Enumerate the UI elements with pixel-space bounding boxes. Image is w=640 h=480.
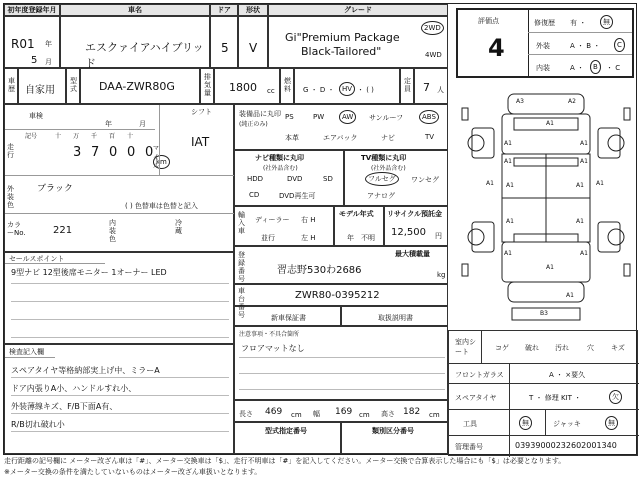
displacement-value: 1800: [229, 81, 257, 94]
shift-label: シフト: [191, 108, 212, 116]
front-glass-value: A ・ ×要久: [549, 371, 586, 379]
shape-value: V: [249, 41, 258, 55]
fuel-label-cell: [280, 68, 294, 104]
manual-block: [341, 306, 448, 326]
length-unit: cm: [291, 411, 302, 419]
shape-cell: [238, 16, 268, 68]
drive-4wd: 4WD: [425, 51, 442, 59]
left-middle-block: 車検 年 月 走行 記号 十 万 千 百 十 マイル 3 7 0 0 0 km シフト IAT 外装色 ブラック ( ) 色替車は色替と記入 カラーNo. 221 内装色 冷蔵: [4, 104, 234, 252]
damage-mark: A1: [506, 182, 514, 189]
note-line-3: 外装薄線キズ、F/B下面A有、: [11, 402, 118, 411]
seat-burn: コゲ: [495, 344, 509, 352]
sale-points-value: 9型ナビ 12型後席モニター 1オーナー LED: [11, 268, 167, 277]
inspection-label: 車検: [29, 112, 43, 120]
navi-sd: SD: [323, 175, 333, 183]
seat-hole: 穴: [587, 344, 594, 352]
recycle-mark-label: 冷蔵: [175, 219, 182, 235]
navi-sub: (社外品含む): [263, 165, 298, 172]
max-load-unit: kg: [437, 271, 446, 279]
damage-mark: A1: [576, 218, 584, 225]
sale-points-label: セールスポイント: [9, 255, 65, 263]
class-block: [341, 422, 448, 454]
navi-hdd: HDD: [247, 175, 264, 183]
displacement-label-cell: [200, 68, 214, 104]
spare-tire-options: T ・ 修理 KIT ・: [529, 394, 582, 402]
import-left: 左 H: [301, 234, 316, 242]
interior-selected-circled: B: [590, 60, 601, 74]
width-unit: cm: [359, 411, 370, 419]
score-value: 4: [488, 34, 505, 62]
repair-label: 修復歴: [534, 19, 555, 27]
reg-year-label: 初年度登録年月: [4, 4, 60, 16]
fuel-options: G ・ D ・: [303, 86, 335, 94]
model-year-block: [334, 206, 384, 246]
recycle-block: [384, 206, 448, 246]
exterior-options: A ・ B ・: [570, 42, 601, 50]
damage-mark: A1: [596, 180, 604, 187]
month-unit: 月: [45, 58, 52, 66]
dimensions-block: [234, 400, 448, 422]
model-cell: [60, 16, 210, 68]
shift-value: IAT: [191, 135, 210, 149]
exterior-selected-circled: C: [614, 38, 625, 52]
model-code-label-cell: [66, 68, 80, 104]
length-label: 長さ: [239, 410, 253, 418]
inspection-year-unit: 年: [105, 120, 112, 128]
navi-cd: CD: [249, 191, 260, 199]
color-note: ( ) 色替車は色替と記入: [125, 202, 198, 210]
equip-aw-circled: AW: [339, 110, 356, 124]
height-label: 高さ: [381, 410, 395, 418]
color-no-value: 221: [53, 225, 73, 236]
footer-notes: [4, 456, 636, 478]
recycle-label: リサイクル預託金: [387, 210, 443, 218]
score-block: [456, 8, 634, 78]
width-label: 幅: [313, 410, 320, 418]
navi-dvd: DVD: [287, 175, 303, 183]
chassis-label: 車台番号: [238, 287, 245, 319]
capacity-value: 7: [423, 81, 430, 94]
model-spec-label: 型式指定番号: [265, 427, 307, 435]
door-label: ドア: [210, 4, 238, 16]
height-value: 182: [403, 407, 421, 417]
tv-label: TV種類に丸印: [361, 154, 407, 162]
model-code-value: DAA-ZWR80G: [99, 80, 175, 93]
car-diagram: [456, 88, 634, 326]
damage-mark: A1: [580, 140, 588, 147]
score-label: 評価点: [478, 17, 499, 25]
interior-label: 内装: [536, 64, 550, 72]
fuel-label: 燃料: [284, 77, 291, 93]
width-value: 169: [335, 407, 353, 417]
door-value: 5: [221, 41, 229, 55]
navi-block: [234, 150, 344, 206]
damage-mark: A1: [566, 292, 574, 299]
grade-value-line1: Gi"Premium Package: [285, 31, 400, 44]
mileage-unit-km-circled: km: [153, 155, 170, 169]
caution-label: 注意事項・不具合箇所: [239, 331, 300, 338]
jack-label: ジャッキ: [553, 420, 581, 428]
note-line-2: ドア内張りA小、ハンドルすれ小、: [11, 384, 137, 393]
equip-pw: PW: [313, 113, 325, 121]
model-code-cell: [80, 68, 200, 104]
model-code-label: 型式: [70, 77, 77, 93]
navi-dvd-play: DVD再生可: [279, 192, 316, 200]
displacement-cell: [214, 68, 280, 104]
spare-tire-selected-circled: 欠: [609, 390, 622, 404]
height-unit: cm: [429, 411, 440, 419]
interior-a: A ・: [570, 64, 585, 72]
color-value: ブラック: [37, 184, 73, 194]
grade-cell: [268, 16, 448, 68]
equip-airbag: エアバック: [323, 134, 358, 142]
damage-mark-a3: A3: [516, 98, 524, 105]
interior-color-label: 内装色: [109, 219, 116, 243]
mgmt-value: 03939000232602001340: [515, 441, 617, 450]
model-spec-block: [234, 422, 341, 454]
car-outline-icon: [456, 88, 634, 326]
exterior-label: 外装: [536, 42, 550, 50]
reg-year-cell: [4, 16, 60, 68]
damage-mark: A1: [506, 218, 514, 225]
import-block: [234, 206, 334, 246]
plate-value: 習志野530わ2686: [277, 265, 362, 276]
interior-c: ・ C: [606, 64, 621, 72]
footer-line-2: ※メーター交換の条件を満たしていないものはメーター改ざん車扱いとなります。: [4, 468, 262, 476]
damage-mark: A1: [486, 180, 494, 187]
model-year-value: 年 不明: [347, 234, 375, 242]
caution-block: [234, 326, 448, 400]
import-dealer: ディーラー: [255, 216, 290, 224]
equip-sunroof: サンルーフ: [369, 114, 404, 122]
caution-value: フロアマットなし: [241, 344, 305, 353]
inspector-notes-label: 検査記入欄: [9, 348, 44, 356]
shape-label: 形状: [238, 4, 268, 16]
use-label-cell: [4, 68, 18, 104]
sale-points-block: [4, 252, 234, 344]
model-value: エスクァイアハイブリッド: [85, 41, 204, 70]
seat-scratch: キズ: [611, 344, 625, 352]
capacity-unit: 人: [437, 86, 444, 94]
interior-seat-label: 室内シート: [455, 338, 476, 356]
damage-mark: A1: [504, 250, 512, 257]
model-label: 車名: [60, 4, 210, 16]
inspection-month-unit: 月: [139, 120, 146, 128]
tv-sub: (社外品含む): [371, 165, 406, 172]
damage-mark: A1: [504, 140, 512, 147]
reg-year-value: R01: [11, 37, 35, 51]
displacement-label: 排気量: [204, 73, 211, 97]
max-load-label: 最大積載量: [395, 250, 430, 258]
damage-mark: A1: [576, 182, 584, 189]
equip-ps: PS: [285, 113, 294, 121]
equip-leather: 本革: [285, 134, 299, 142]
import-parallel: 並行: [261, 234, 275, 242]
spare-tire-label: スペアタイヤ: [455, 394, 497, 402]
repair-selected-circled: 無: [600, 15, 613, 29]
damage-mark-b3: B3: [540, 310, 548, 317]
warranty-label: 新車保証書: [271, 314, 306, 322]
color-no-label: カラーNo.: [7, 221, 26, 237]
fuel-cell: [294, 68, 400, 104]
seat-tear: 破れ: [525, 344, 539, 352]
navi-label: ナビ種類に丸印: [255, 154, 304, 162]
use-cell: [18, 68, 66, 104]
equipment-label: 装備品に丸印: [239, 110, 281, 118]
capacity-label: 定員: [404, 77, 411, 93]
equipment-sub: (純正のみ): [239, 121, 268, 128]
equip-navi: ナビ: [381, 134, 395, 142]
displacement-unit: cc: [267, 87, 275, 95]
year-unit: 年: [45, 40, 52, 48]
inspection-sheet: [3, 3, 637, 455]
tv-fullseg-circled: フルセグ: [365, 172, 399, 186]
damage-mark: A1: [580, 250, 588, 257]
import-right: 右 H: [301, 216, 316, 224]
note-line-4: R/B切れ破れ小: [11, 420, 65, 429]
front-glass-label: フロントガラス: [455, 371, 504, 379]
reg-month-value: 5: [31, 55, 38, 66]
note-line-1: スペアタイヤ等格納部実上げ中、ミラーA: [11, 366, 160, 375]
plate-block: [234, 246, 448, 284]
fuel-rest: ・ ( ): [357, 86, 374, 94]
use-value: 自家用: [25, 85, 55, 96]
grade-value-line2: Black-Tailored": [301, 45, 382, 58]
inspector-notes-block: [4, 344, 234, 454]
damage-mark-a2: A2: [568, 98, 576, 105]
tools-label: 工具: [463, 420, 477, 428]
equipment-block: [234, 104, 448, 150]
seat-stain: 汚れ: [555, 344, 569, 352]
repair-options: 有 ・: [570, 19, 587, 27]
capacity-label-cell: [400, 68, 414, 104]
damage-mark: A1: [546, 120, 554, 127]
manual-label: 取扱説明書: [378, 314, 413, 322]
footer-line-1: 走行距離の記号欄に メーター改ざん車は「#」、メーター交換車は「$」、走行不明車は「#」を記入してください。メーター交換で合算表示した場合にも「$」は必要となります。: [4, 457, 566, 465]
tv-analog: アナログ: [367, 192, 395, 200]
equip-tv: TV: [425, 133, 435, 141]
right-bottom-table: [448, 330, 638, 456]
capacity-cell: [414, 68, 448, 104]
plate-label: 登録番号: [238, 251, 245, 283]
color-label: 外装色: [7, 185, 14, 209]
door-cell: [210, 16, 238, 68]
recycle-unit: 円: [435, 232, 442, 240]
import-label: 輸入車: [238, 211, 245, 235]
tools-selected-circled: 無: [519, 416, 532, 430]
mgmt-label: 管理番号: [455, 443, 483, 451]
mileage-label: 走行: [7, 143, 14, 159]
tv-oneseg: ワンセグ: [411, 176, 439, 184]
equip-abs-circled: ABS: [419, 110, 439, 124]
grade-label: グレード: [268, 4, 448, 16]
recycle-value: 12,500: [391, 227, 426, 238]
jack-selected-circled: 無: [605, 416, 618, 430]
model-year-label: モデル年式: [339, 210, 374, 218]
drive-2wd-circled: 2WD: [421, 21, 444, 35]
chassis-value: ZWR80-0395212: [295, 290, 380, 301]
damage-mark: A1: [580, 158, 588, 165]
damage-mark: A1: [546, 264, 554, 271]
class-label: 類別区分番号: [372, 427, 414, 435]
length-value: 469: [265, 407, 283, 417]
damage-mark: A1: [504, 158, 512, 165]
warranty-block: [234, 306, 341, 326]
fuel-selected-circled: HV: [339, 82, 355, 96]
tv-block: [344, 150, 448, 206]
use-label: 車歴: [8, 77, 15, 93]
